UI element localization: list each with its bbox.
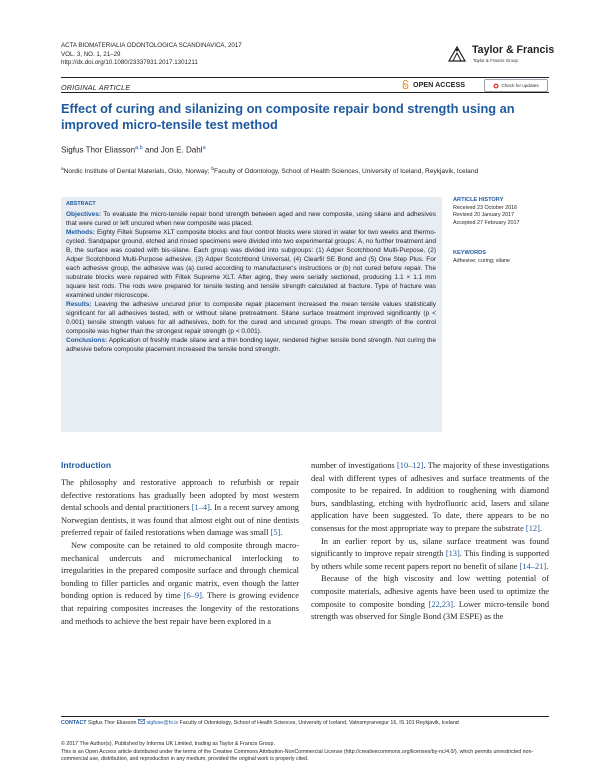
- affil-a: Nordic Institute of Dental Materials, Oslo, Norway;: [63, 168, 210, 176]
- citation-link[interactable]: [22,23]: [428, 599, 454, 609]
- open-lock-icon: [402, 80, 409, 89]
- citation-link[interactable]: [10–12]: [396, 461, 424, 470]
- affiliations: [61, 166, 531, 177]
- refresh-icon: [493, 83, 499, 89]
- abstract-box: [61, 197, 442, 432]
- citation-link[interactable]: [1–4]: [191, 503, 210, 513]
- abstract-results: Leaving the adhesive uncured prior to composite repair placement increased the mean tensile values statistically significant for all adhesives tested, with or without silane pretreatment. Silane surface treatment improved significantly (p < 0.001) tensile strength values for all adhesives, both for the cured and uncured groups. The mean strength of the control composite was higher than the strongest repair strength (p < 0.001).: [66, 301, 436, 335]
- affil-marker: b: [211, 167, 215, 172]
- paragraph: [311, 573, 549, 623]
- article-history-heading: ARTICLE HISTORY: [453, 197, 504, 203]
- history-accepted: Accepted 27 February 2017: [453, 219, 520, 226]
- article-title: Effect of curing and silanizing on composite repair bond strength using an improved micro-tensile test method: [61, 101, 515, 132]
- open-access-badge: [402, 80, 465, 89]
- history-received: Received 23 October 2016: [453, 204, 518, 211]
- type-rule: [61, 92, 549, 93]
- abstract-label: Results:: [66, 301, 92, 308]
- paragraph-text: The philosophy and restorative approach to refurbish or repair defective restorations has gradually been adopted by most western dental schools and dental practitioners: [61, 478, 299, 513]
- check-updates-label: Check for updates: [501, 83, 539, 88]
- history-revised: Revised 20 January 2017: [453, 212, 515, 219]
- author-name[interactable]: Jon E. Dahl: [160, 145, 203, 155]
- paragraph-text: . The majority of these investigations deal with different types of adhesives and surface treatments of the composite to be repaired. In addition to roughening with diamond burs, sandblasting, etching with hydrofluoric acid, lasers and silane application have been suggested. To date, there appears to be no consensus for the most appropriate way to prepare the substrate: [311, 461, 549, 533]
- abstract-heading: ABSTRACT: [66, 201, 96, 207]
- journal-volume: VOL. 3, NO. 1, 21–29: [61, 50, 121, 58]
- citation-link[interactable]: [12]: [525, 523, 540, 533]
- affil-b: Faculty of Odontology, School of Health Sciences, University of Iceland, Reykjavik, Iceland: [214, 168, 479, 176]
- contact-line: [61, 719, 549, 727]
- contact-name: Sigfus Thor Eliasson: [87, 720, 137, 726]
- abstract-methods: Eighty Filtek Supreme XLT composite blocks and four control blocks were stored in water for two weeks and thermo-cycled. Sandpaper ground, etched and rinsed specimens were divided into two experimental groups: A, no further treatment and B, the surface was coated with bis-silane. Each group was divided into subgroups: (1) Adper Scotchbond Multi-Purpose, (2) Adper Scotchbond Multi-Purpose adhesive, (3) Adper Scotchbond Universal, (4) Clearfil SE Bond and (5) One Step Plus. For each adhesive group, the adhesive was (a) cured according to manufacturer's instructions or (b) not cured before repair. The substrate blocks were repaired with Filtek Supreme XLT. After aging, they were serially sectioned, producing 1.1 × 1.1 mm square test rods. The rods were prepared for tensile testing and tensile strength calculated at fracture. Type of fracture was examined under microscope.: [66, 229, 437, 299]
- article-type: ORIGINAL ARTICLE: [61, 83, 131, 92]
- author-name[interactable]: Sigfus Thor Eliasson: [61, 145, 136, 155]
- paragraph-text: .: [280, 528, 283, 538]
- email-icon: [138, 719, 145, 724]
- abstract-body: [66, 210, 436, 354]
- author-conjunction: and: [145, 145, 159, 155]
- journal-doi[interactable]: http://dx.doi.org/10.1080/23337931.2017.1301211: [61, 59, 198, 67]
- author-line: [61, 145, 206, 155]
- journal-name: ACTA BIOMATERIALIA ODONTOLOGICA SCANDINAVICA, 2017: [61, 42, 242, 49]
- paragraph: [311, 536, 549, 574]
- paragraph-text: . There is growing evidence that repairing composites increases the longevity of the restorations and methods to achieve the best repair have been explored in a: [61, 591, 299, 626]
- citation-link[interactable]: [13]: [445, 549, 460, 559]
- journal-info: [61, 42, 242, 68]
- article-history: [453, 197, 553, 227]
- paragraph-text: .: [539, 523, 542, 533]
- copyright-line: © 2017 The Author(s). Published by Informa UK Limited, trading as Taylor & Francis Group.: [61, 741, 275, 747]
- citation-link[interactable]: [5]: [270, 528, 281, 538]
- paragraph-text: In an earlier report by us, silane surface treatment was found significantly to improve repair strength: [311, 536, 549, 559]
- paragraph-text: New composite can be retained to old composite through macro-mechanical undercuts and micromechanical interlocking to irregularities in the prepared composite surface and through chemical bonding to filler particles and organic matrix, even though the latter bonding option is reduced by time: [61, 540, 299, 601]
- paragraph-text: Because of the high viscosity and low wetting potential of composite materials, adhesive agents have been used to optimize the composite to composite bonding: [311, 574, 549, 609]
- body-column-left: [61, 477, 299, 628]
- section-heading: Introduction: [61, 460, 112, 470]
- keywords: [453, 250, 553, 265]
- header-rule: [61, 77, 549, 78]
- contact-label: CONTACT: [61, 720, 87, 726]
- author-affil-marker[interactable]: a,b: [135, 145, 143, 151]
- paragraph-text: .: [546, 561, 549, 571]
- keywords-heading: KEYWORDS: [453, 250, 486, 256]
- keywords-text: Adhesive; curing; silane: [453, 257, 510, 264]
- check-updates-button[interactable]: [484, 79, 548, 92]
- publisher-group: Taylor & Francis Group: [473, 58, 518, 63]
- paragraph: [61, 540, 299, 628]
- contact-address: Faculty of Odontology, School of Health Sciences, University of Iceland, Vatnsmyrarvegur 16, IS 101 Reykjavik, Iceland: [179, 720, 459, 726]
- publisher-name: Taylor & Francis: [472, 44, 555, 56]
- body-column-right: [311, 460, 549, 624]
- affil-marker: a: [61, 167, 64, 172]
- citation-link[interactable]: [14–21]: [519, 561, 547, 571]
- paragraph-text: . This finding is supported by others while some recent papers report no benefit of silane: [311, 549, 550, 571]
- paragraph: [61, 477, 299, 540]
- abstract-objectives: To evaluate the micro-tensile repair bond strength between aged and new composite, using silane and adhesives that were cured or left uncured when new composite was placed.: [66, 211, 436, 227]
- license-text: This is an Open Access article distributed under the terms of the Creative Commons Attribution-NonCommercial License (http://creativecommons.org/licenses/by-nc/4.0/), which permits unrestricted non-commercial use, distribution, and reproduction in any medium, provided the original work is properly cited.: [61, 749, 534, 762]
- open-access-label: OPEN ACCESS: [413, 80, 466, 89]
- footer-rule: [61, 716, 549, 717]
- abstract-label: Objectives:: [66, 211, 102, 218]
- publisher-emblem-icon: [446, 44, 468, 64]
- abstract-label: Conclusions:: [66, 337, 108, 344]
- paragraph: [311, 460, 549, 536]
- paragraph-text: number of investigations: [311, 461, 395, 470]
- abstract-label: Methods:: [66, 229, 95, 236]
- citation-link[interactable]: [6–9]: [183, 591, 202, 601]
- abstract-conclusions: Application of freshly made silane and a thin bonding layer, rendered higher tensile bond strength. Not curing the adhesive before composite placement increased the tensile bond strength.: [66, 337, 436, 353]
- paragraph-text: . In a recent survey among Norwegian dentists, it was found that almost eight out of nine dentists preferred repair of failed restorations when damage was small: [61, 503, 299, 538]
- author-affil-marker[interactable]: a: [202, 145, 206, 151]
- paragraph-text: . Lower micro-tensile bond strength was observed for Single Bond (3M ESPE) as the: [311, 599, 550, 622]
- contact-email[interactable]: sigfuse@hi.is: [146, 720, 179, 726]
